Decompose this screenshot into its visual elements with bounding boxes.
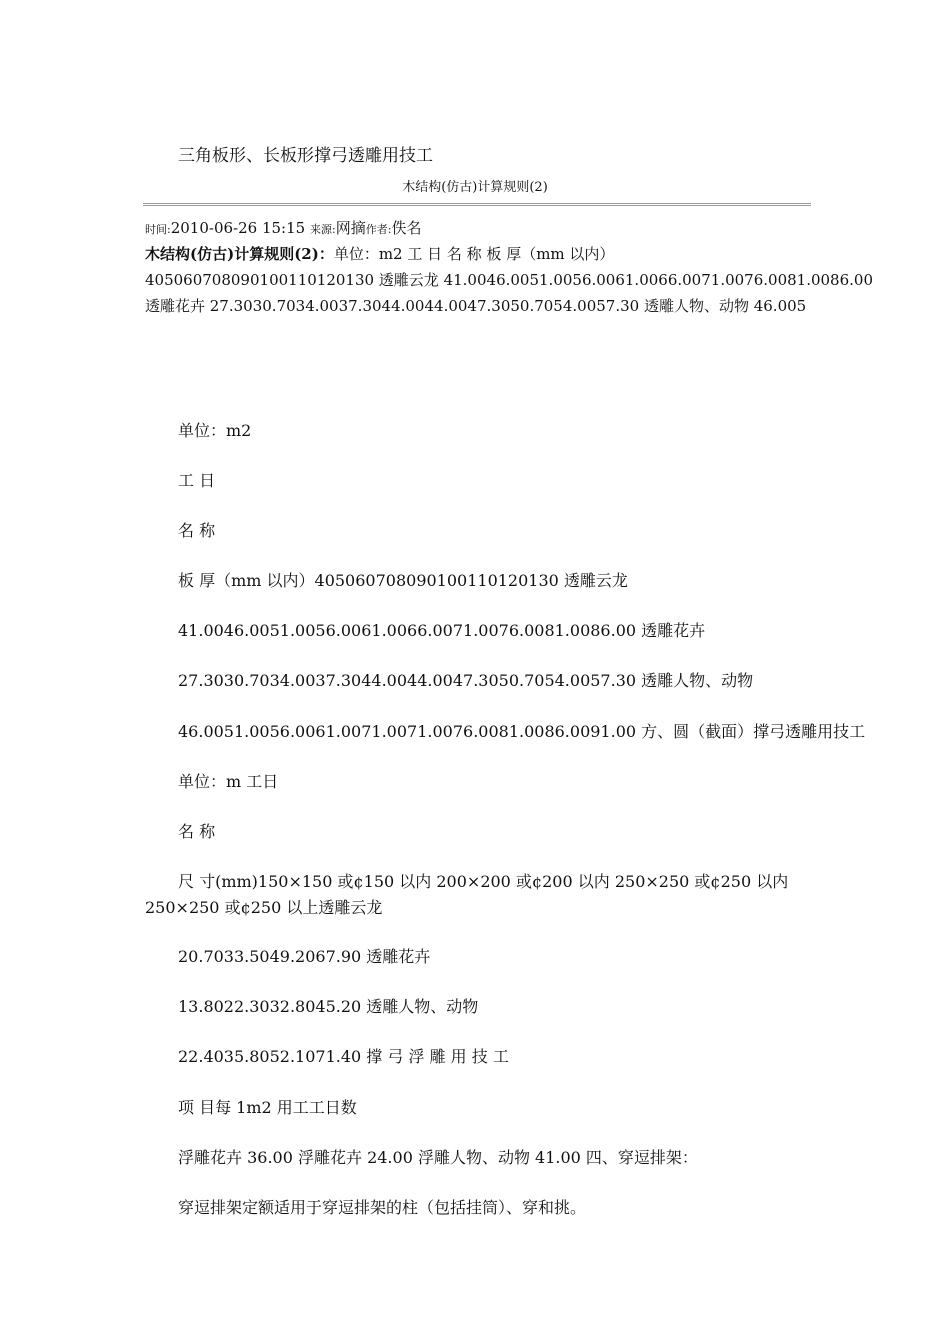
author-label: 作者: xyxy=(365,223,392,236)
time-value: 2010-06-26 15:15 xyxy=(170,219,306,237)
summary-line-1 xyxy=(145,244,614,264)
summary-line-2: 405060708090100110120130 透雕云龙 41.0046.0051.0056.0061.0066.0071.0076.0081.0086.00 xyxy=(145,271,873,289)
paragraph-3: 名 称 xyxy=(178,521,216,540)
time-label: 时间: xyxy=(145,223,171,236)
summary-lead: 木结构(仿古)计算规则(2)： xyxy=(145,245,334,263)
paragraph-8: 单位：m 工日 xyxy=(178,772,279,791)
source-label: 来源: xyxy=(309,223,336,236)
paragraph-14: 项 目每 1m2 用工工日数 xyxy=(178,1098,357,1117)
title-divider xyxy=(143,203,811,206)
paragraph-13: 22.4035.8052.1071.40 撑 弓 浮 雕 用 技 工 xyxy=(178,1047,509,1066)
article-meta xyxy=(145,218,421,240)
paragraph-11: 20.7033.5049.2067.90 透雕花卉 xyxy=(178,947,431,966)
paragraph-6: 27.3030.7034.0037.3044.0044.0047.3050.7054.0057.30 透雕人物、动物 xyxy=(178,671,754,690)
source-value: 网摘 xyxy=(335,219,366,237)
paragraph-1: 单位：m2 xyxy=(178,421,252,440)
author-value: 佚名 xyxy=(391,219,422,237)
paragraph-15: 浮雕花卉 36.00 浮雕花卉 24.00 浮雕人物、动物 41.00 四、穿逗排架： xyxy=(178,1148,698,1167)
document-heading: 三角板形、长板形撑弓透雕用技工 xyxy=(178,146,433,166)
paragraph-9: 名 称 xyxy=(178,822,216,841)
paragraph-16: 穿逗排架定额适用于穿逗排架的柱（包括挂筒）、穿和挑。 xyxy=(178,1198,587,1217)
paragraph-7: 46.0051.0056.0061.0071.0071.0076.0081.0086.0091.00 方、圆（截面）撑弓透雕用技工 xyxy=(178,722,866,741)
paragraph-10: 尺 寸(mm)150×150 或¢150 以内 200×200 或¢200 以内 250×250 或¢250 以内 250×250 或¢250 以上透雕云龙 xyxy=(145,872,789,917)
paragraph-5: 41.0046.0051.0056.0061.0066.0071.0076.0081.0086.00 透雕花卉 xyxy=(178,621,706,640)
summary-line-1-rest: 单位：m2 工 日 名 称 板 厚（mm 以内） xyxy=(333,245,615,263)
article-title: 木结构(仿古)计算规则(2) xyxy=(402,180,548,195)
paragraph-2: 工 日 xyxy=(178,471,216,490)
paragraph-4: 板 厚（mm 以内）405060708090100110120130 透雕云龙 xyxy=(178,571,628,590)
summary-line-3: 透雕花卉 27.3030.7034.0037.3044.0044.0047.3050.7054.0057.30 透雕人物、动物 46.005 xyxy=(145,297,807,315)
paragraph-12: 13.8022.3032.8045.20 透雕人物、动物 xyxy=(178,997,479,1016)
